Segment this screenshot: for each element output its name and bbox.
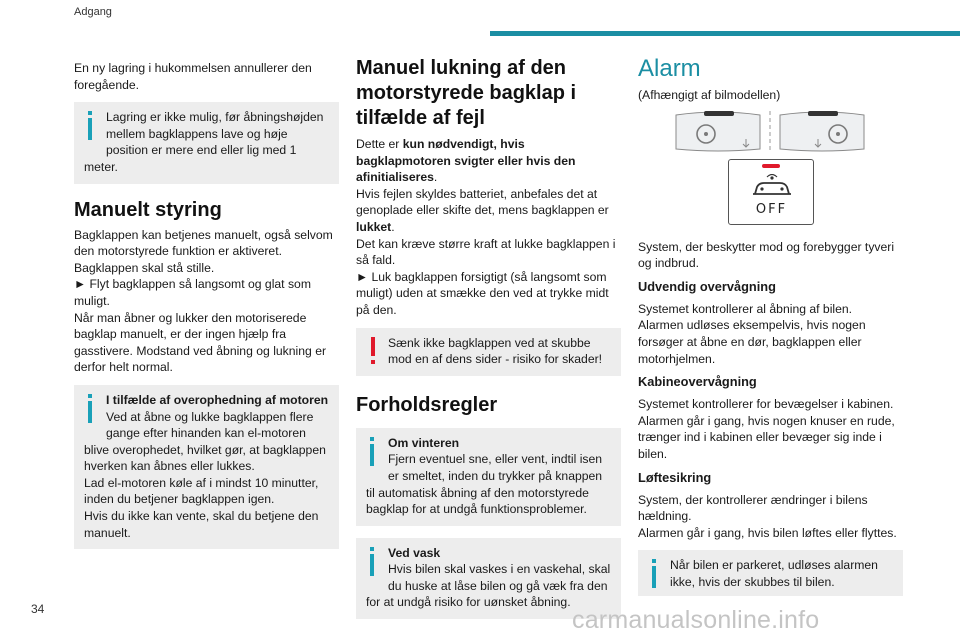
subheading: Kabineovervågning [638, 374, 757, 390]
info-icon [84, 394, 102, 428]
intro-text: En ny lagring i hukommelsen annullerer den foregående. [74, 61, 312, 92]
info-icon [84, 111, 102, 145]
body-text: Dette er kun nødvendigt, hvis bagklapmotoren svigter eller hvis den afinitialiseres. Hvis fejlen skyldes batteriet, anbefales det at genoplade eller skifte det, mens bagklappen er lukket. Det kan kræve større kraft at lukke bagklappen i så fald. ► Luk bagklappen forsigtigt (så langsomt som muligt) uden at smække den ved at trykke midt på den. [356, 137, 616, 317]
warning-text: Sænk ikke bagklappen ved at skubbe mod en af dens sider - risiko for skader! [388, 335, 603, 367]
body-text: Systemet kontrollerer al åbning af bilen. Alarmen udløses eksempelvis, hvis nogen forsøger at åbne en dør, bagklappen eller motorhjelmen. [638, 301, 866, 366]
subheading: Udvendig overvågning [638, 278, 776, 294]
alarm-off-button-illustration [728, 159, 814, 225]
note-title: I tilfælde af overophedning af motoren [106, 392, 329, 407]
info-note-text: Når bilen er parkeret, udløses alarmen ikke, hvis der skubbes til bilen. [670, 558, 878, 589]
body-text: System, der kontrollerer ændringer i bilens hældning. Alarmen går i gang, hvis bilen løftes eller flyttes. [638, 492, 897, 540]
section-heading: Manuelt styring [74, 198, 222, 221]
column-1 [74, 60, 339, 549]
section-heading: Alarm [638, 55, 701, 82]
body-text: Bagklappen kan betjenes manuelt, også selvom den motorstyrede funktion er aktiveret. Bagklappen skal stå stille. ► Flyt bagklappen så langsomt og glat som muligt. Når man åbner og lukker den motoriserede bagklap manuelt, er der ingen hjælp fra gasstivere. Modstand ved åbning og lukning er derfor helt normal. [74, 227, 333, 375]
section-heading: Forholdsregler [356, 393, 498, 416]
section-heading: Manuel lukning af den motorstyrede bagklap i tilfælde af fejl [356, 57, 577, 129]
page-number: 34 [31, 602, 45, 616]
warning-note [356, 328, 621, 376]
indicator-led-icon [762, 164, 780, 168]
off-label: OFF [755, 201, 788, 217]
info-note-text: Lagring er ikke mulig, før åbningshøjden mellem bagklappens lave og høje position er mere end eller lig med 1 meter. [84, 110, 324, 174]
header-rule [490, 31, 960, 36]
info-note-overheating [74, 385, 339, 549]
info-icon [648, 559, 666, 593]
info-note [74, 102, 339, 183]
note-title: Ved vask [388, 545, 441, 560]
dashboard-illustration [638, 109, 903, 155]
note-title: Om vinteren [388, 435, 460, 450]
info-icon [366, 437, 384, 471]
subheading: Løftesikring [638, 469, 712, 485]
note-body: Ved at åbne og lukke bagklappen flere gange efter hinanden kan el-motoren blive overophedet, hvilket gør, at bagklappen hverken kan åbnes eller lukkes. Lad el-motoren køle af i mindst 10 minutter, inden du betjener bagklappen igen. Hvis du ikke kan vente, skal du betjene den manuelt. [84, 409, 326, 540]
warning-icon [366, 337, 384, 371]
note-body: Hvis bilen skal vaskes i en vaskehal, skal du huske at låse bilen og gå væk fra den for at undgå risiko for uønsket åbning. [366, 562, 611, 610]
intro-text: System, der beskytter mod og forebygger tyveri og indbrud. [638, 239, 895, 271]
info-note [638, 550, 903, 595]
note-body: Fjern eventuel sne, eller vent, indtil isen er smeltet, inden du trykker på knappen til automatisk åbning af den motorstyrede bagklap for at undgå funktionsproblemer. [366, 452, 603, 517]
car-alarm-icon [751, 174, 793, 198]
body-text: Systemet kontrollerer for bevægelser i kabinen. Alarmen går i gang, hvis nogen knuser en rude, trænger ind i kabinen eller bevæger sig inde i bilen. [638, 397, 895, 461]
model-note: (Afhængigt af bilmodellen) [638, 88, 781, 102]
column-3 [638, 55, 903, 596]
running-head: Adgang [74, 6, 112, 18]
column-2 [356, 56, 621, 619]
watermark: carmanualsonline.info [572, 606, 820, 634]
info-note-winter [356, 428, 621, 526]
info-icon [366, 547, 384, 581]
